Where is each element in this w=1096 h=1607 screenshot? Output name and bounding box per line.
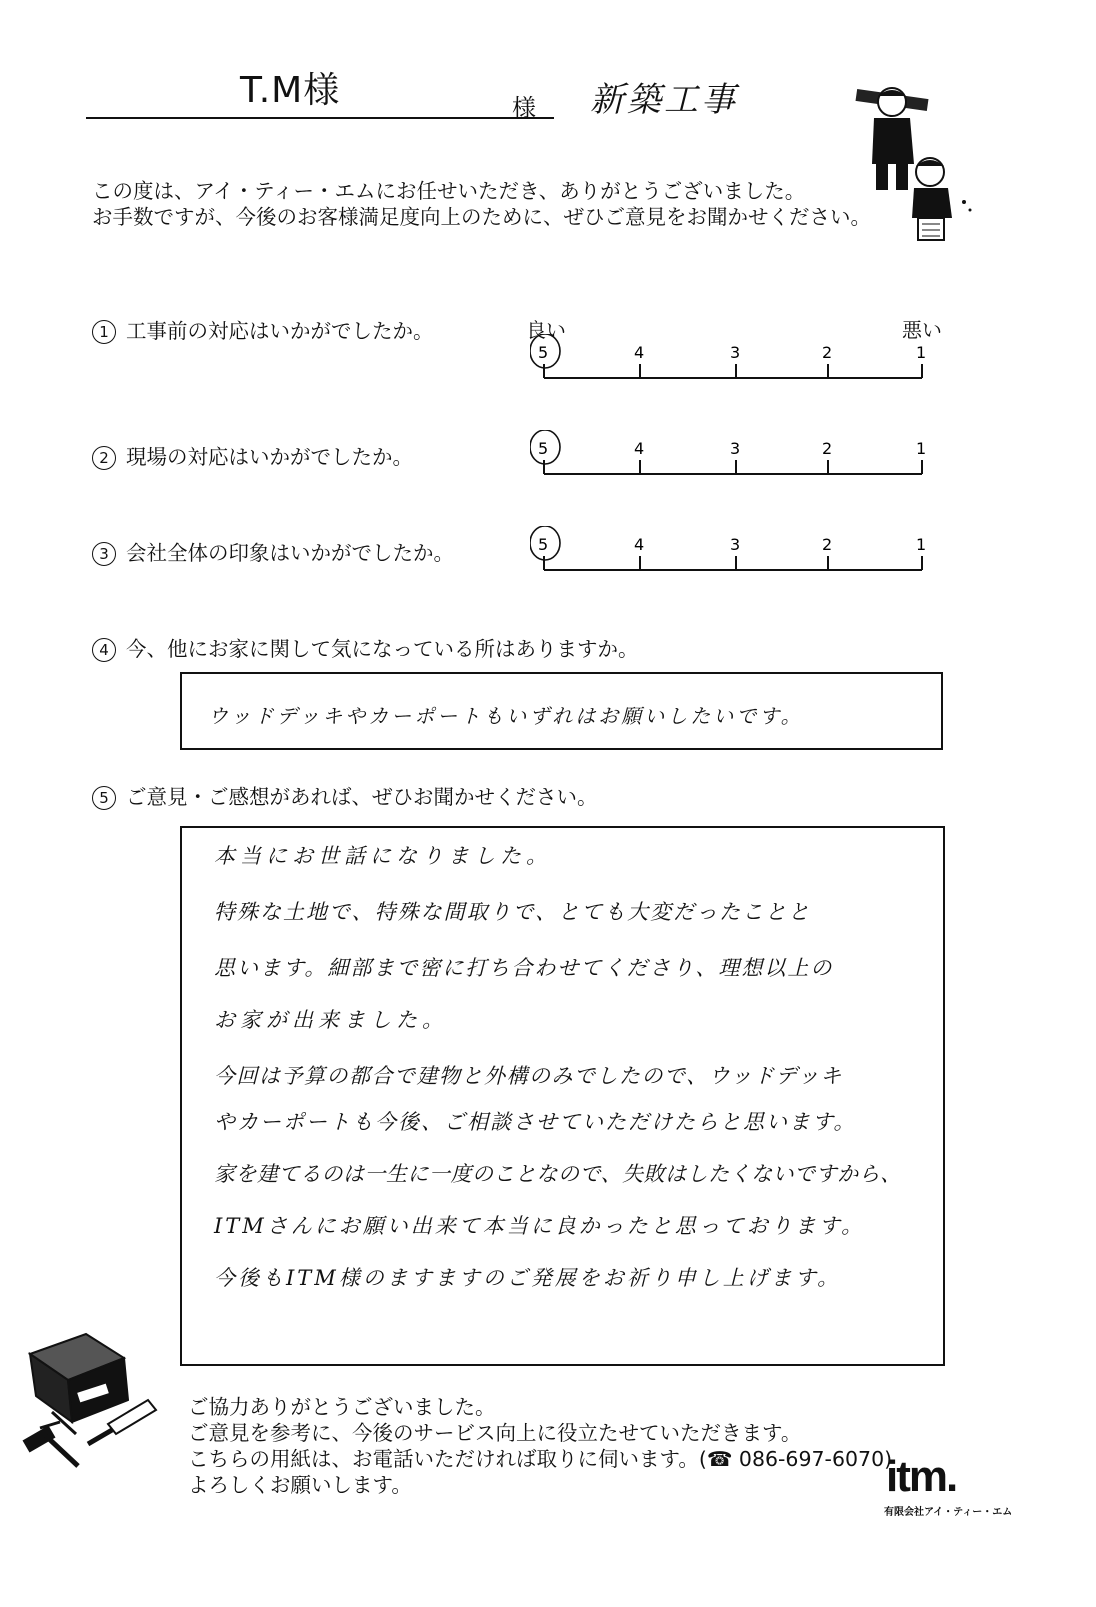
- scale-good-label: 良い: [526, 318, 566, 342]
- footer-text: [188, 1394, 892, 1498]
- rating-scale-q3: [530, 526, 940, 578]
- answer-4-box: [180, 672, 943, 750]
- answer-5-line: 特殊な土地で、特殊な間取りで、とても大変だったことと: [214, 900, 812, 924]
- footer-line-4: よろしくお願いします。: [188, 1473, 412, 1497]
- scale-line: [544, 556, 922, 570]
- honorific-label: 様: [512, 94, 536, 122]
- rating-scale-q2: [530, 430, 940, 482]
- question-number: 1: [92, 320, 116, 344]
- question-number: 2: [92, 446, 116, 470]
- scale-number-5: 5: [538, 343, 549, 362]
- answer-5-line: 今回は予算の都合で建物と外構のみでしたので、ウッドデッキ: [214, 1064, 843, 1088]
- question-text: ご意見・ご感想があれば、ぜひお聞かせください。: [126, 785, 598, 809]
- scale-line: [544, 460, 922, 474]
- scale-number-1: 1: [916, 343, 927, 362]
- question-5: [92, 780, 598, 810]
- toolbox-illustration: [16, 1326, 182, 1472]
- scale-number-3: 3: [730, 439, 741, 458]
- question-2: [92, 440, 413, 470]
- carpenter-illustration: [852, 84, 976, 260]
- question-4: [92, 632, 639, 662]
- scale-number-2: 2: [822, 439, 833, 458]
- scale-number-1: 1: [916, 535, 927, 554]
- scale-number-3: 3: [730, 535, 741, 554]
- answer-5-line: やカーポートも今後、ご相談させていただけたらと思います。: [214, 1110, 857, 1134]
- footer-line-1: ご協力ありがとうございました。: [188, 1395, 496, 1419]
- scale-number-4: 4: [634, 439, 645, 458]
- answer-4-text: ウッドデッキやカーポートもいずれはお願いしたいです。: [208, 704, 804, 728]
- answer-5-line: お家が出来ました。: [214, 1008, 448, 1032]
- question-text: 会社全体の印象はいかがでしたか。: [126, 541, 454, 565]
- question-number: 5: [92, 786, 116, 810]
- answer-5-line: 本当にお世話になりました。: [214, 844, 552, 868]
- footer-line-3: こちらの用紙は、お電話いただければ取りに伺います。(☎ 086-697-6070): [188, 1447, 893, 1471]
- question-text: 今、他にお家に関して気になっている所はありますか。: [126, 637, 639, 661]
- scale-number-2: 2: [822, 343, 833, 362]
- name-underline: [86, 117, 554, 119]
- scale-number-2: 2: [822, 535, 833, 554]
- scale-line: [544, 364, 922, 378]
- company-logo: itm.: [886, 1452, 957, 1501]
- scale-number-4: 4: [634, 343, 645, 362]
- question-number: 3: [92, 542, 116, 566]
- intro-line-1: この度は、アイ・ティー・エムにお任せいただき、ありがとうございました。: [92, 179, 806, 203]
- project-type: 新築工事: [590, 80, 738, 120]
- answer-5-line: 思います。細部まで密に打ち合わせてくださり、理想以上の: [214, 956, 834, 980]
- scale-number-5: 5: [538, 439, 549, 458]
- question-text: 工事前の対応はいかがでしたか。: [126, 319, 434, 343]
- rating-scale-q1: [530, 334, 940, 386]
- company-name: 有限会社アイ・ティー・エム: [884, 1507, 1013, 1518]
- scale-number-4: 4: [634, 535, 645, 554]
- scale-bad-label: 悪い: [902, 318, 942, 342]
- question-1: [92, 314, 434, 344]
- question-text: 現場の対応はいかがでしたか。: [126, 445, 413, 469]
- answer-5-line: ITMさんにお願い出来て本当に良かったと思っております。: [214, 1214, 866, 1238]
- scale-number-5: 5: [538, 535, 549, 554]
- answer-5-line: 今後もITM様のますますのご発展をお祈り申し上げます。: [214, 1266, 842, 1290]
- question-3: [92, 536, 454, 566]
- scale-number-1: 1: [916, 439, 927, 458]
- footer-line-2: ご意見を参考に、今後のサービス向上に役立たせていただきます。: [188, 1421, 802, 1445]
- intro-line-2: お手数ですが、今後のお客様満足度向上のために、ぜひご意見をお聞かせください。: [92, 205, 871, 229]
- question-number: 4: [92, 638, 116, 662]
- answer-5-box: [180, 826, 945, 1366]
- scale-number-3: 3: [730, 343, 741, 362]
- intro-text: [92, 178, 871, 230]
- customer-name: T.M様: [240, 70, 341, 111]
- answer-5-line: 家を建てるのは一生に一度のことなので、失敗はしたくないですから、: [214, 1162, 902, 1186]
